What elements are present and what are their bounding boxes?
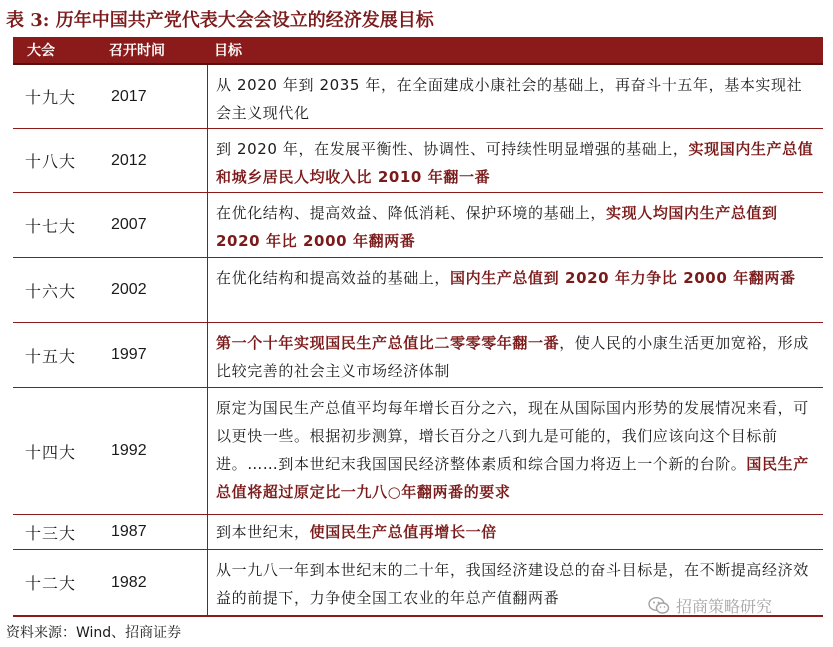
goal-text: 从一九八一年到本世纪末的二十年，我国经济建设总的奋斗目标是，在不断提高经济效益的前提下，力争使全国工农业的年总产值翻两番: [216, 561, 809, 607]
table-row-15th: [13, 323, 823, 388]
year-cell: 2012: [103, 129, 208, 192]
table-row-14th: [13, 388, 823, 515]
goal-cell: [208, 65, 823, 128]
goal-cell: [208, 258, 823, 322]
goal-text: 到 2020 年，在发展平衡性、协调性、可持续性明显增强的基础上，: [216, 140, 689, 158]
goals-table: [13, 37, 823, 617]
header-goal: 目标: [214, 43, 242, 59]
watermark-text: 招商策略研究: [676, 597, 773, 616]
table-row-19th: [13, 65, 823, 129]
year-cell: 1982: [103, 550, 208, 615]
goal-emphasis: 国内生产总值到 2020 年力争比 2000 年翻两番: [450, 269, 796, 287]
congress-cell: 十二大: [25, 574, 77, 593]
year-cell: 2007: [103, 193, 208, 257]
goal-text: 原定为国民生产总值平均每年增长百分之六，现在从国际国内形势的发展情况来看，可以更快一些。根据初步测算，增长百分之八到九是可能的，我们应该向这个目标前进。……到本世纪末我国国民经济整体素质和综合国力将迈上一个新的台阶。: [216, 399, 809, 473]
goal-cell: [208, 515, 823, 549]
goal-cell: [208, 129, 823, 192]
goal-cell: [208, 323, 823, 387]
header-year: 召开时间: [109, 43, 165, 59]
goal-cell: [208, 193, 823, 257]
goal-text: 到本世纪末，: [216, 523, 310, 541]
goal-emphasis: 国民生产总值将超过原定比一九八○年翻两番的要求: [216, 455, 809, 501]
goal-emphasis: 实现人均国内生产总值到 2020 年比 2000 年翻两番: [216, 204, 778, 250]
source-note: 资料来源：Wind、招商证券: [6, 625, 182, 641]
table-row-18th: [13, 129, 823, 193]
congress-cell: 十六大: [25, 281, 77, 301]
header-congress: 大会: [27, 43, 55, 59]
goal-text: 在优化结构、提高效益、降低消耗、保护环境的基础上，: [216, 204, 607, 222]
congress-cell: 十三大: [25, 523, 77, 543]
table-row-13th: [13, 515, 823, 550]
watermark: [648, 594, 772, 617]
year-cell: 1987: [103, 515, 208, 549]
congress-cell: 十八大: [25, 152, 77, 171]
table-header: [13, 37, 823, 65]
year-cell: 1997: [103, 323, 208, 387]
table-row-16th: [13, 258, 823, 323]
year-cell: 1992: [103, 388, 208, 514]
goal-emphasis: 实现国内生产总值和城乡居民人均收入比 2010 年翻一番: [216, 140, 814, 186]
year-cell: 2017: [103, 65, 208, 128]
goal-text-after: ，使人民的小康生活更加宽裕，形成比较完善的社会主义市场经济体制: [216, 334, 809, 380]
table-title: 表 3: 历年中国共产党代表大会会设立的经济发展目标: [6, 10, 434, 31]
goal-emphasis: 第一个十年实现国民生产总值比二零零零年翻一番: [216, 334, 560, 352]
table-row-17th: [13, 193, 823, 258]
congress-cell: 十五大: [25, 346, 77, 366]
goal-text: 在优化结构和提高效益的基础上，: [216, 269, 451, 287]
goal-cell: [208, 388, 823, 514]
congress-cell: 十七大: [25, 216, 77, 236]
year-cell: 2002: [103, 258, 208, 322]
goal-text: 从 2020 年到 2035 年，在全面建成小康社会的基础上，再奋斗十五年，基本实现社会主义现代化: [216, 76, 803, 122]
goal-emphasis: 使国民生产总值再增长一倍: [309, 523, 497, 541]
wechat-icon: [648, 596, 670, 616]
congress-cell: 十九大: [25, 88, 77, 107]
congress-cell: 十四大: [25, 442, 77, 462]
